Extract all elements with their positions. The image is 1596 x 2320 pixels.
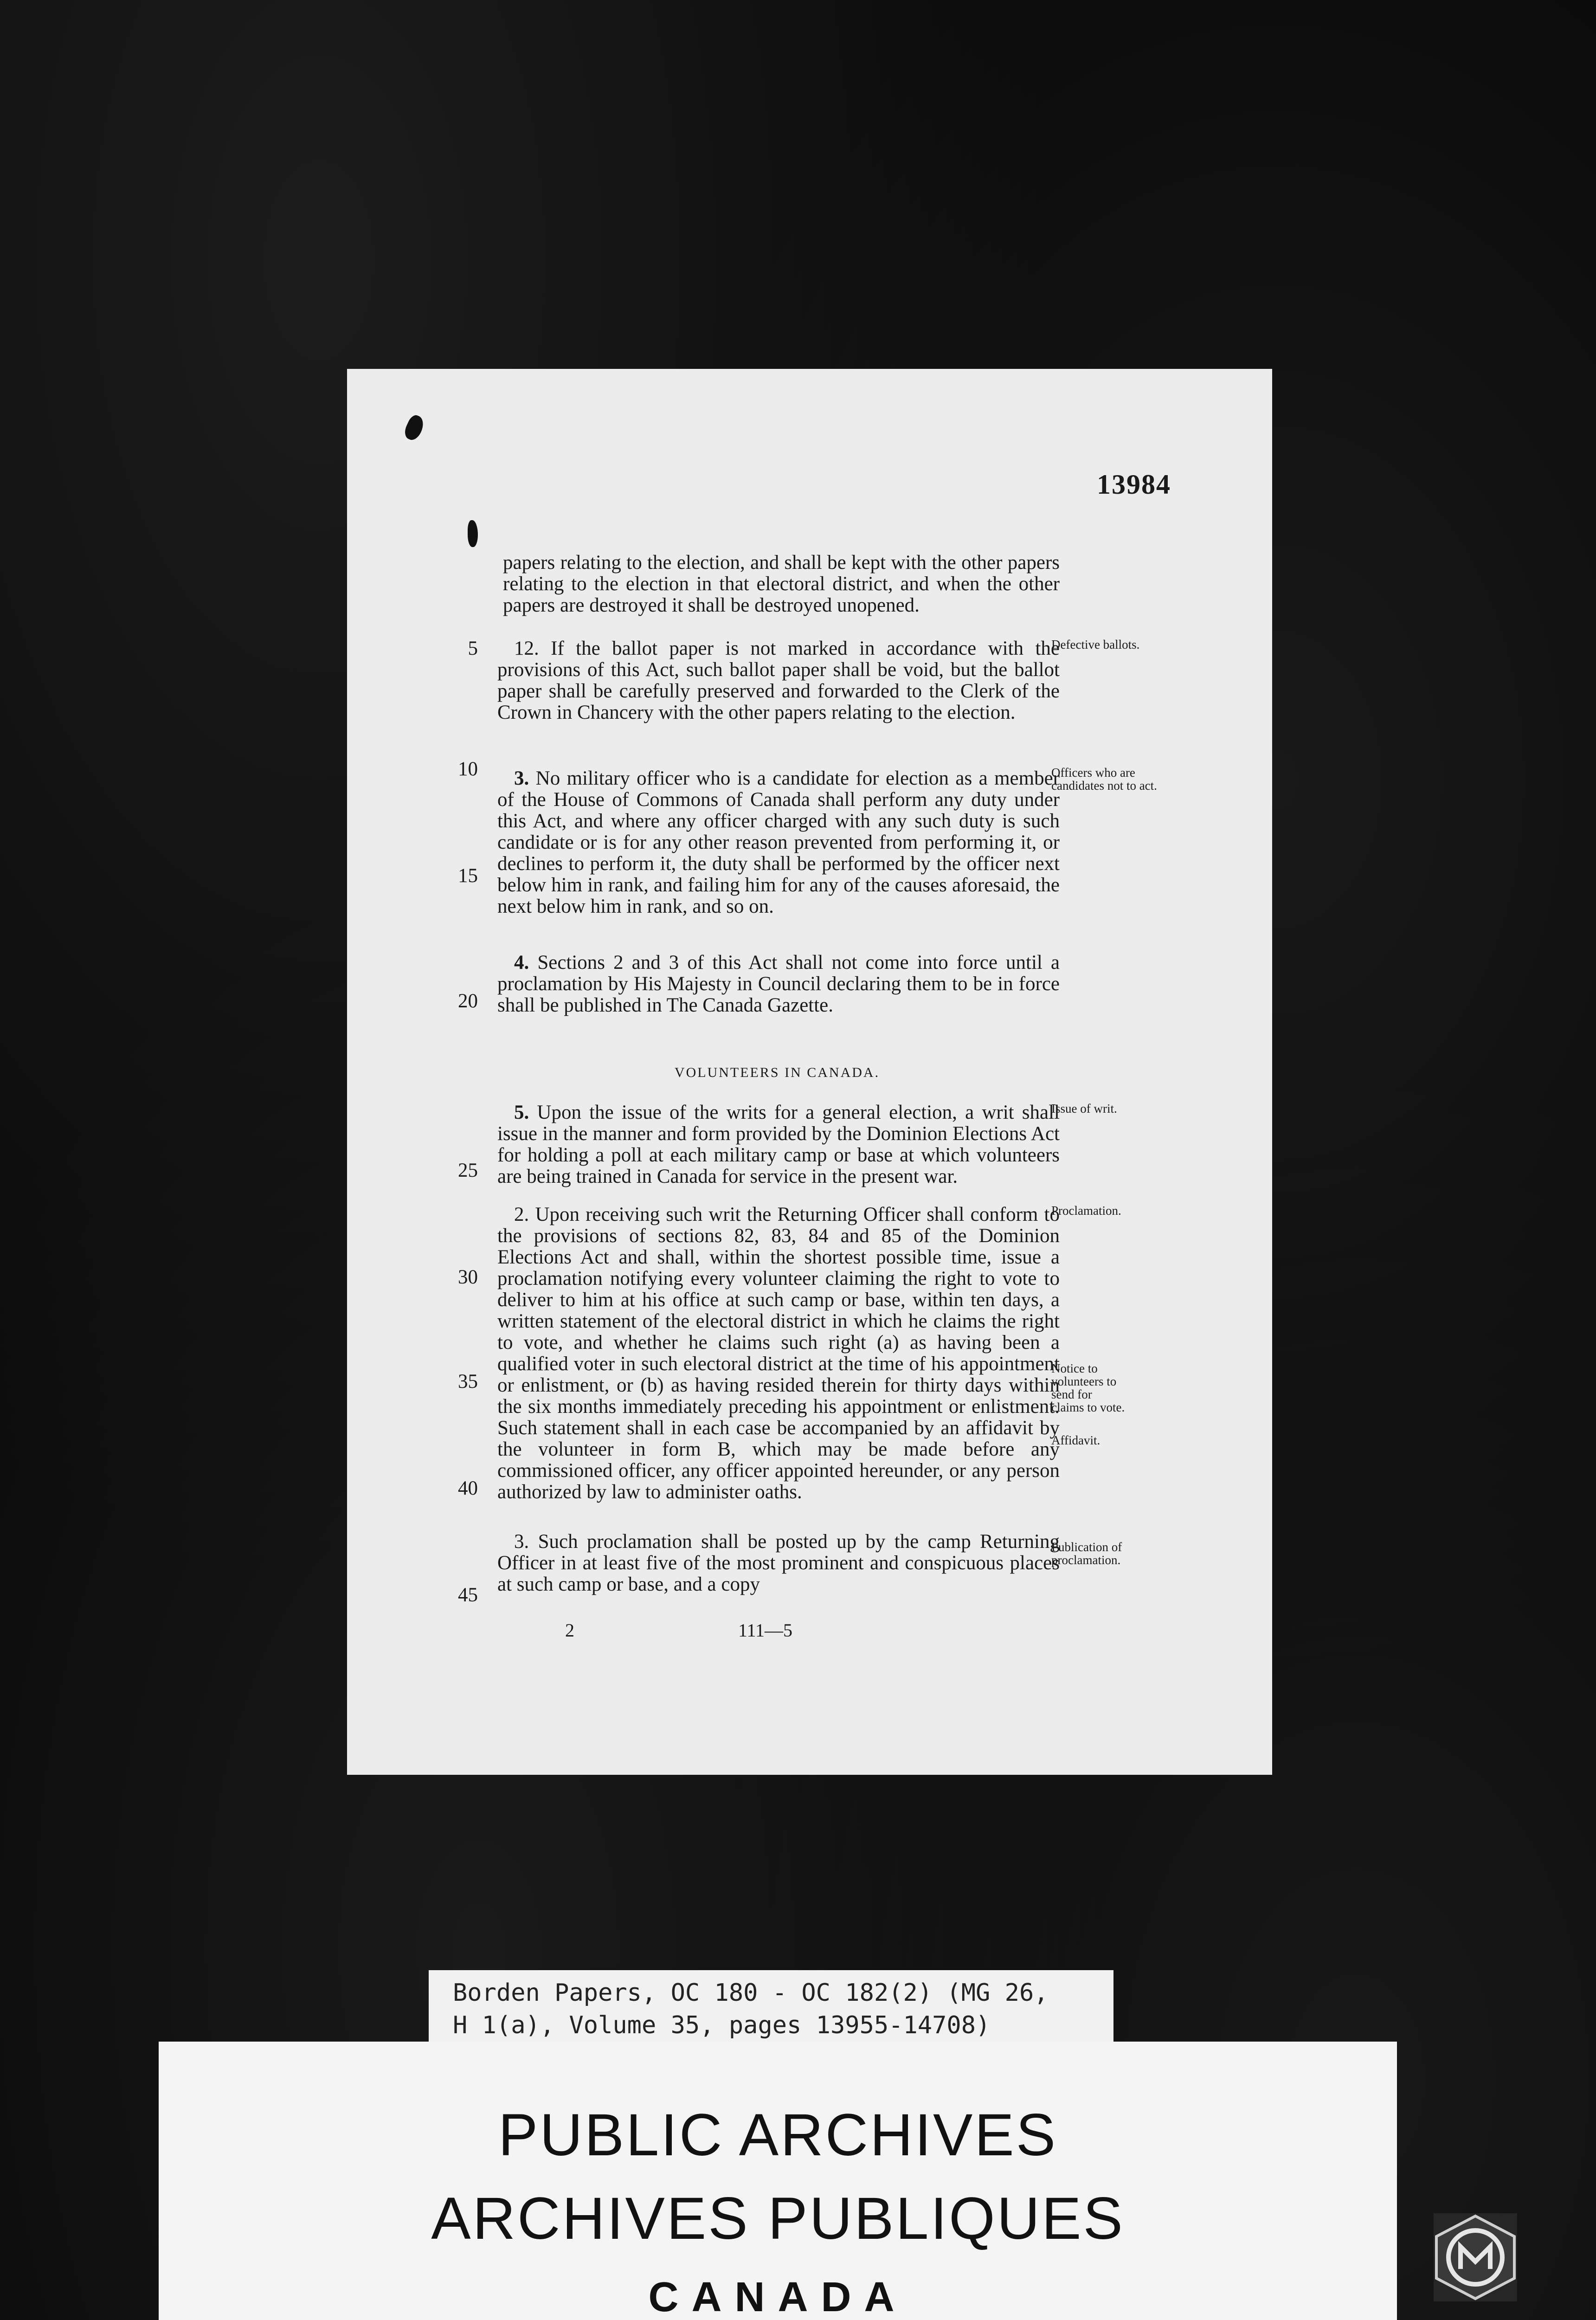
section-text: Sections 2 and 3 of this Act shall not come into force until a proclamation by His Majesty in Council declaring them to be in force shall be published in The Canada Gazette. xyxy=(497,952,1060,1016)
margin-note: Issue of writ. xyxy=(1051,1102,1117,1115)
section-3 xyxy=(497,768,1060,917)
margin-note: Notice to volunteers to send for claims to vote. xyxy=(1051,1361,1125,1414)
section-number: 3. xyxy=(514,767,529,789)
section-text: Upon the issue of the writs for a general election, a writ shall issue in the manner and form provided by the Dominion Elections Act for holding a poll at each military camp or base at which volunteers are being trained in Canada for service in the present war. xyxy=(497,1102,1060,1187)
margin-note: Defective ballots. xyxy=(1051,638,1140,651)
line-number: 20 xyxy=(458,990,478,1012)
margin-note: Publication of proclamation. xyxy=(1051,1540,1122,1567)
subsection-3: 3. Such proclamation shall be posted up by the camp Returning Officer in at least five of the most prominent and conspicuous places at such camp or base, and a copy xyxy=(497,1531,1060,1595)
section-number: 5. xyxy=(514,1102,529,1123)
ink-mark xyxy=(468,520,478,547)
archive-reference-tag xyxy=(429,1970,1113,2049)
ink-mark xyxy=(402,413,427,442)
line-number: 30 xyxy=(458,1266,478,1288)
section-heading: VOLUNTEERS IN CANADA. xyxy=(674,1065,880,1080)
section-4 xyxy=(497,952,1060,1016)
archive-reference-line: Borden Papers, OC 180 - OC 182(2) (MG 26, xyxy=(453,1979,1049,2007)
paragraph-continuation: papers relating to the election, and shall be kept with the other papers relating to the election in that electoral district, and when the other papers are destroyed it shall be destroyed unopened. xyxy=(503,552,1060,616)
margin-note: Officers who are candidates not to act. xyxy=(1051,766,1157,793)
line-number: 25 xyxy=(458,1160,478,1181)
margin-note: Proclamation. xyxy=(1051,1204,1121,1218)
section-text: No military officer who is a candidate for election as a member of the House of Commons of Canada shall perform any duty under this Act, and where any officer charged with any such duty is such candidate or is for any other reason prevented from performing it, or declines to perform it, the duty shall be performed by the officer next below him in rank, and failing him for any of the causes aforesaid, the next below him in rank, and so on. xyxy=(497,767,1060,917)
section-number: 4. xyxy=(514,952,529,973)
line-number: 40 xyxy=(458,1477,478,1499)
section-5 xyxy=(497,1102,1060,1187)
line-number: 10 xyxy=(458,758,478,780)
archive-reference-line: H 1(a), Volume 35, pages 13955-14708) xyxy=(453,2011,991,2039)
stamp-line-country: CANADA xyxy=(648,2274,907,2320)
page-number: 13984 xyxy=(1097,469,1171,500)
line-number: 45 xyxy=(458,1584,478,1606)
margin-note: Affidavit. xyxy=(1051,1433,1100,1447)
stamp-line-french: ARCHIVES PUBLIQUES xyxy=(431,2185,1125,2252)
footer-bill-number: 111—5 xyxy=(738,1620,793,1641)
line-number: 5 xyxy=(468,638,478,659)
subsection-2: 2. Upon receiving such writ the Returning Officer shall conform to the provisions of sections 82, 83, 84 and 85 of the Dominion Elections Act and shall, within the shortest possible time, issue a proclamation notifying every volunteer claiming the right to vote to deliver to him at his office at such camp or base, within ten days, a written statement of the electoral district in which he claims the right to vote, and whether he claims such right (a) as having been a qualified voter in such electoral district at the time of his appointment or enlistment, or (b) as having resided therein for thirty days within the six months immediately preceding his appointment or enlistment. Such statement shall in each case be accompanied by an affidavit by the volunteer in form B, which may be made before any commissioned officer, any officer appointed hereunder, or any person authorized by law to administer oaths. xyxy=(497,1204,1060,1503)
microfilm-logo-icon xyxy=(1434,2213,1517,2301)
footer-signature-mark: 2 xyxy=(565,1620,574,1641)
stamp-line-english: PUBLIC ARCHIVES xyxy=(498,2102,1058,2168)
line-number: 35 xyxy=(458,1371,478,1392)
archives-stamp xyxy=(159,2042,1397,2320)
document-page xyxy=(347,369,1272,1775)
line-number: 15 xyxy=(458,865,478,887)
paragraph-defective-ballots: 12. If the ballot paper is not marked in accordance with the provisions of this Act, such ballot paper shall be void, but the ballot paper shall be carefully preserved and forwarded to the Clerk of the Crown in Chancery with the other papers relating to the election. xyxy=(497,638,1060,723)
